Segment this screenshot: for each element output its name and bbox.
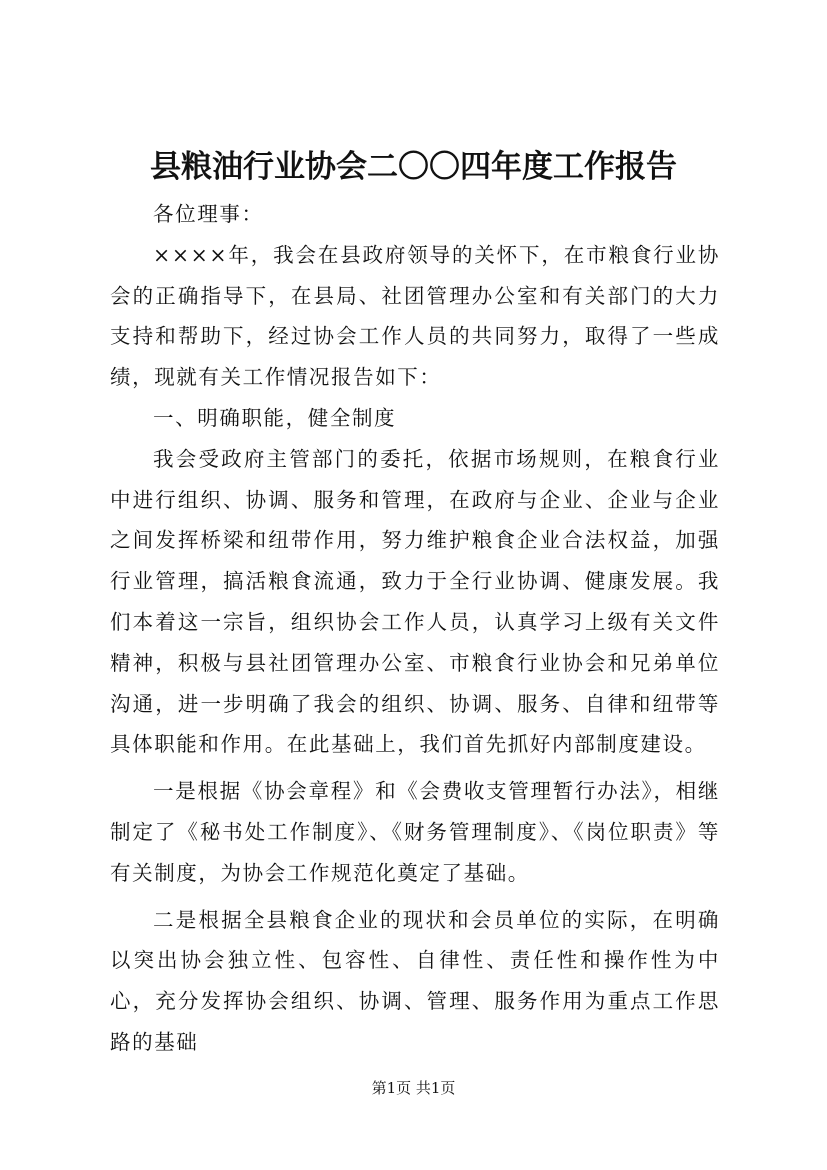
paragraph-point-1: 一是根据《协会章程》和《会费收支管理暂行办法》，相继制定了《秘书处工作制度》、《财务管理制度》、《岗位职责》等有关制度，为协会工作规范化奠定了基础。 xyxy=(110,779,720,885)
document-title: 县粮油行业协会二〇〇四年度工作报告 xyxy=(150,149,677,185)
salutation: 各位理事： xyxy=(153,202,264,226)
page-number-footer: 第1页 共1页 xyxy=(371,1079,456,1097)
section-heading-1: 一、明确职能，健全制度 xyxy=(153,405,397,430)
paragraph-point-2: 二是根据全县粮食企业的现状和会员单位的实际，在明确以突出协会独立性、包容性、自律性、责任性和操作性为中心，充分发挥协会组织、协调、管理、服务作用为重点工作思路的基础 xyxy=(110,907,720,1054)
paragraph-intro: ××××年，我会在县政府领导的关怀下，在市粮食行业协会的正确指导下，在县局、社团管理办公室和有关部门的大力支持和帮助下，经过协会工作人员的共同努力，取得了一些成绩，现就有关工作情况报告如下： xyxy=(110,242,720,390)
document-body xyxy=(110,194,720,1063)
paragraph-functions: 我会受政府主管部门的委托，依据市场规则，在粮食行业中进行组织、协调、服务和管理，在政府与企业、企业与企业之间发挥桥梁和纽带作用，努力维护粮食企业合法权益，加强行业管理，搞活粮食流通，致力于全行业协调、健康发展。我们本着这一宗旨，组织协会工作人员，认真学习上级有关文件精神，积极与县社团管理办公室、市粮食行业协会和兄弟单位沟通，进一步明确了我会的组织、协调、服务、自律和纽带等具体职能和作用。在此基础上，我们首先抓好内部制度建设。 xyxy=(110,446,720,757)
